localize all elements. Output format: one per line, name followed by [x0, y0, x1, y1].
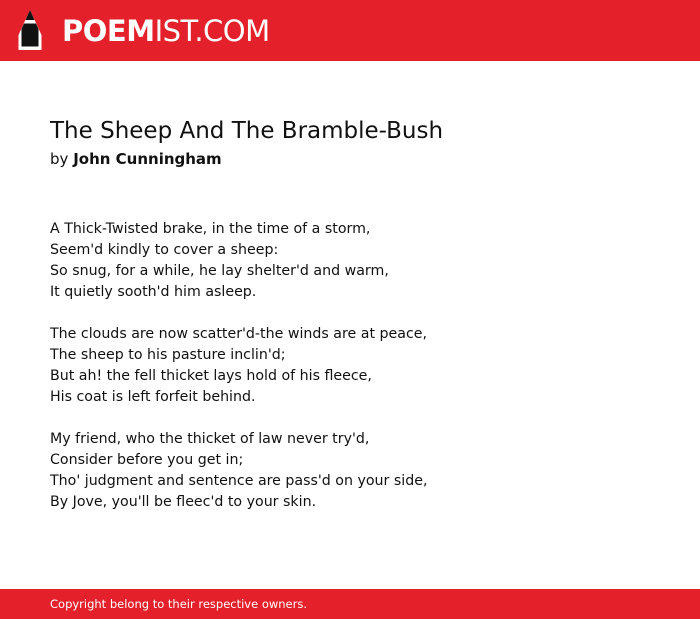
- poem-title: The Sheep And The Bramble-Bush: [50, 118, 444, 144]
- poem-line: So snug, for a while, he lay shelter'd and warm,: [50, 263, 389, 279]
- poem-line: My friend, who the thicket of law never try'd,: [50, 431, 370, 447]
- poem-line: Seem'd kindly to cover a sheep:: [50, 242, 279, 258]
- author-name: John Cunningham: [73, 150, 222, 168]
- poem-line: By Jove, you'll be fleec'd to your skin.: [50, 494, 317, 510]
- poem-line: The sheep to his pasture inclin'd;: [50, 347, 286, 363]
- stanza: [50, 429, 670, 513]
- poem-line: Tho' judgment and sentence are pass'd on your side,: [50, 473, 428, 489]
- poem-line: Consider before you get in;: [50, 452, 244, 468]
- stanza: [50, 219, 670, 303]
- poem-line: But ah! the fell thicket lays hold of his fleece,: [50, 368, 372, 384]
- byline: [50, 148, 222, 170]
- copyright-notice: Copyright belong to their respective owners.: [50, 597, 308, 611]
- poem-line: It quietly sooth'd him asleep.: [50, 284, 257, 300]
- poem-line: His coat is left forfeit behind.: [50, 389, 256, 405]
- logo-bold-text: POEM: [62, 14, 155, 48]
- stanza: [50, 324, 670, 408]
- poem-body: [50, 219, 670, 534]
- poem-line: A Thick-Twisted brake, in the time of a storm,: [50, 221, 371, 237]
- site-logo[interactable]: [62, 11, 270, 51]
- byline-prefix: by: [50, 150, 69, 168]
- site-footer: [0, 589, 700, 619]
- pencil-tip-icon: [16, 9, 44, 52]
- logo-light-text: IST.COM: [154, 14, 270, 48]
- site-header: [0, 0, 700, 61]
- poem-line: The clouds are now scatter'd-the winds are at peace,: [50, 326, 427, 342]
